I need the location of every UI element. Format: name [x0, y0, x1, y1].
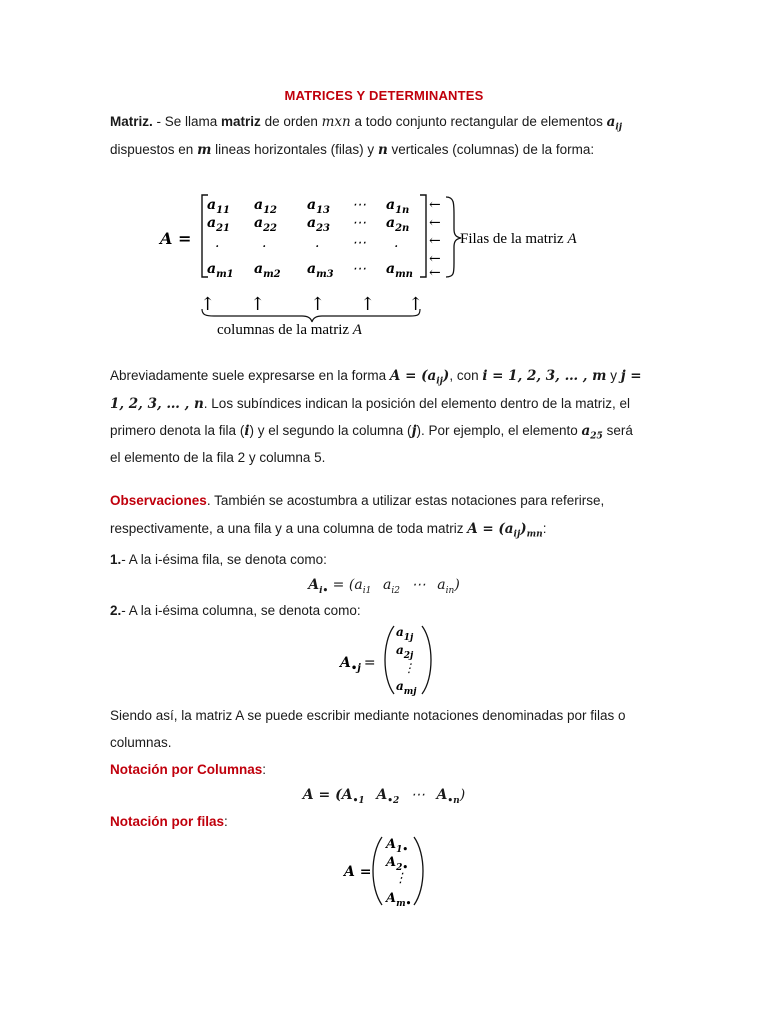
math-sub: mn [526, 529, 543, 540]
text: . También se acostumbra a utilizar estas notaciones para referirse, [206, 493, 605, 508]
text: - A la i-ésima columna, se denota como: [121, 603, 361, 618]
row-arrow: ← [429, 265, 441, 281]
row-vector-figure [336, 834, 436, 908]
math-sub: ij [615, 122, 623, 133]
column-arrows [200, 294, 423, 315]
text: : [224, 814, 228, 829]
math-sub: •2 [387, 795, 400, 806]
matrix-entry: . [315, 235, 320, 251]
item-2 [110, 601, 658, 621]
text: . Los subíndices indican la posición del elemento dentro de la matriz, el [203, 396, 631, 411]
rowvec-lhs: A = [344, 864, 372, 880]
row-arrows [429, 197, 441, 281]
matrix-entry: . [215, 235, 220, 251]
math: ) [454, 577, 460, 593]
matrix-entry: $a_{mn}$ [386, 261, 413, 280]
text: a todo conjunto rectangular de elementos [350, 114, 607, 129]
notacion-filas-heading [110, 812, 658, 832]
abrev-line-3 [110, 421, 658, 447]
math: A [376, 787, 388, 803]
general-matrix-figure [150, 185, 630, 345]
definition-line-1 [110, 112, 658, 138]
left-paren [373, 837, 382, 905]
columnas-label: columnas de la matriz A [217, 322, 362, 338]
math: ) [442, 368, 450, 384]
text: - A la i-ésima fila, se denota como: [121, 552, 327, 567]
text-bold: matriz [221, 114, 261, 129]
matrix-entry: . [262, 235, 267, 251]
text: lineas horizontales (filas) y [211, 142, 378, 157]
matrix-entry: $A_{1•}$ [386, 837, 409, 855]
math: A [436, 787, 448, 803]
section-label: Notación por Columnas [110, 762, 263, 777]
row-arrow: ← [429, 233, 441, 249]
abrev-line-1 [110, 366, 658, 392]
matrix-entry: $a_{2n}$ [386, 215, 410, 234]
matrix-entry: ⋯ [352, 235, 366, 251]
math-element: a [606, 114, 616, 130]
math: a [382, 577, 392, 593]
math: i [244, 423, 250, 439]
matrix-entry: ⋯ [352, 197, 366, 213]
filas-label: Filas de la matriz A [460, 231, 577, 247]
column-arrow: ↑ [310, 294, 326, 315]
matrix-entry: $a_{m3}$ [307, 261, 334, 280]
text: de orden [260, 114, 322, 129]
item-number: 2. [110, 603, 122, 618]
text: ) y el segundo la columna ( [249, 423, 412, 438]
matrix-entry: $a_{13}$ [307, 197, 330, 216]
math: ⋯ [410, 787, 425, 803]
text: : [262, 762, 267, 777]
matrix-entry: ⋯ [352, 215, 366, 231]
rows-brace [446, 197, 461, 277]
abrev-line-4: el elemento de la fila 2 y columna 5. [110, 450, 326, 465]
matrix-lhs: A = [160, 229, 192, 248]
math: A = (a [389, 368, 437, 384]
matrix-entry: ⋮ [403, 661, 415, 675]
right-paren [414, 837, 423, 905]
math: a [437, 577, 446, 593]
siendo-line-1: Siendo así, la matriz A se puede escribir mediante notaciones denominadas por filas o [110, 708, 626, 723]
column-arrow: ↑ [408, 294, 424, 315]
siendo-line-2: columnas. [110, 735, 172, 750]
colvec-entries [396, 625, 417, 697]
math-m: m [197, 142, 212, 158]
matrix-entry: . [394, 235, 399, 251]
math: A = (A [302, 787, 353, 803]
column-arrow: ↑ [250, 294, 266, 315]
matrix-entry: $a_{12}$ [254, 197, 277, 216]
text: será [602, 423, 633, 438]
text: y [606, 368, 621, 383]
obs-line-2 [110, 519, 658, 545]
column-arrow: ↑ [200, 294, 216, 315]
column-notation-formula [0, 786, 768, 806]
text: - Se llama [152, 114, 222, 129]
item-1 [110, 550, 658, 570]
matrix-entry: $a_{22}$ [254, 215, 277, 234]
row-notation-formula [0, 576, 768, 596]
matrix-entry: $a_{2j}$ [396, 643, 414, 661]
math-order: mxn [321, 114, 351, 130]
math-sub: •n [447, 795, 460, 806]
matrix-entry: $a_{mj}$ [396, 679, 417, 697]
notacion-columnas-heading [110, 760, 658, 780]
math: ) [520, 521, 527, 537]
obs-line-1 [110, 491, 658, 511]
page-title: MATRICES Y DETERMINANTES [284, 88, 484, 103]
column-vector-figure [330, 622, 440, 698]
matrix-entry: ⋯ [352, 261, 366, 277]
item-number: 1. [110, 552, 122, 567]
matrix-right-bracket [420, 195, 426, 277]
colvec-lhs: $A_{•j}$ = [340, 655, 376, 674]
math-sub: ij [436, 376, 443, 387]
matrix-entry: ⋮ [394, 871, 407, 886]
matrix-entry-grid [207, 197, 413, 280]
rowvec-entries [384, 837, 411, 908]
math: j [411, 423, 417, 439]
right-paren [422, 626, 431, 694]
definition-term: Matriz. [110, 114, 153, 129]
math-sub: ij [513, 529, 521, 540]
math: = ( [328, 577, 355, 593]
math: a [354, 577, 363, 593]
matrix-entry: $a_{m2}$ [254, 261, 281, 280]
math-sub: i2 [391, 585, 400, 596]
matrix-entry: $a_{1j}$ [396, 625, 414, 643]
column-arrow: ↑ [360, 294, 376, 315]
row-arrow: ← [429, 251, 441, 267]
matrix-entry: $A_{2•}$ [386, 855, 409, 873]
math-sub: 25 [590, 431, 603, 442]
text: primero denota la fila ( [110, 423, 245, 438]
definition-line-2 [110, 140, 658, 160]
math: A = (a [467, 521, 514, 537]
math: 1, 2, 3, … , n [110, 396, 204, 412]
math-sub: i• [319, 585, 329, 596]
math-sub: in [445, 585, 455, 596]
obs-label: Observaciones [110, 493, 207, 508]
row-arrow: ← [429, 215, 441, 231]
math: A [308, 577, 320, 593]
math-sub: i1 [362, 585, 372, 596]
text: verticales (columnas) de la forma: [387, 142, 595, 157]
section-label: Notación por filas [110, 814, 225, 829]
abrev-line-2 [110, 394, 658, 414]
matrix-entry: $a_{11}$ [207, 197, 230, 216]
text: Abreviadamente suele expresarse en la forma [110, 368, 390, 383]
text: , con [449, 368, 483, 383]
math: ) [459, 787, 466, 803]
matrix-entry: $a_{21}$ [207, 215, 230, 234]
math: i = 1, 2, 3, … , m [482, 368, 607, 384]
text: ). Por ejemplo, el elemento [416, 423, 582, 438]
math-n: n [377, 142, 388, 158]
matrix-entry: $a_{1n}$ [386, 197, 410, 216]
text: : [542, 521, 547, 536]
matrix-entry: $a_{23}$ [307, 215, 330, 234]
matrix-entry: $a_{m1}$ [207, 261, 234, 280]
math: ⋯ [411, 577, 426, 593]
text: dispuestos en [110, 142, 198, 157]
math: a [581, 423, 591, 439]
left-paren [385, 626, 394, 694]
math-sub: •1 [352, 795, 365, 806]
row-arrow: ← [429, 197, 441, 213]
matrix-entry: $A_{m•}$ [386, 891, 412, 908]
text: respectivamente, a una fila y a una columna de toda matriz [110, 521, 468, 536]
math: j = [620, 368, 642, 384]
